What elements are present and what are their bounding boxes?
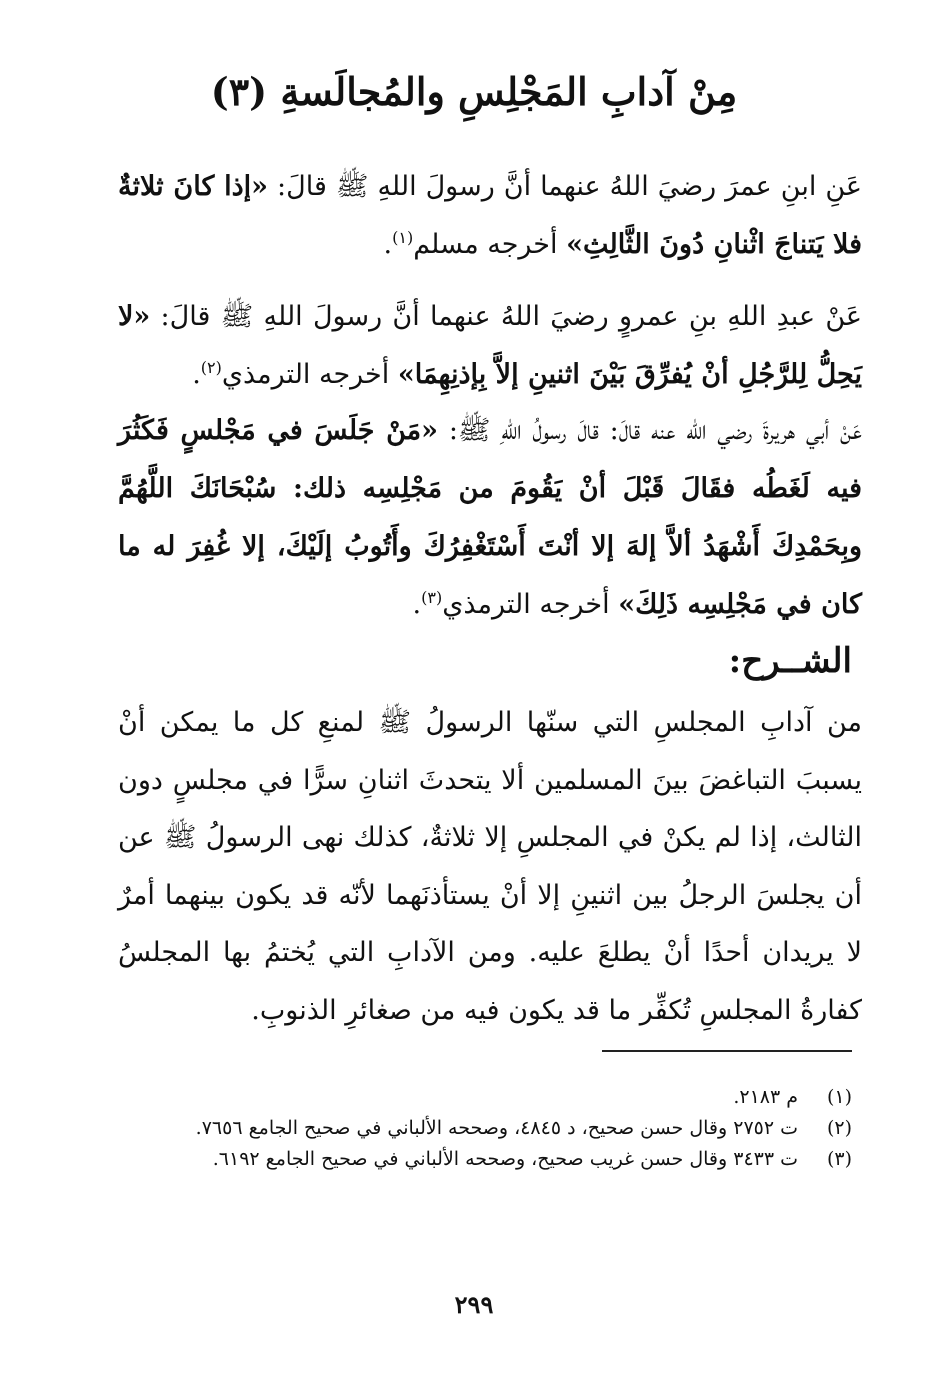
footnote-item [132,1113,852,1144]
footnote-divider [602,1050,852,1052]
footnote-number: (٢) [826,1117,852,1139]
hadith-3-reference: أخرجه الترمذي [442,589,619,620]
hadith-3-intro: عَنْ أبي هريرةَ رضي الله عنه قالَ: قالَ رسولُ اللهِ ﷺ: [438,415,862,446]
hadith-2-end: . [192,359,201,390]
hadith-1-intro: عَنِ ابنِ عمرَ رضيَ اللهُ عنهما أنَّ رسولَ اللهِ ﷺ قالَ: [268,171,862,202]
footnote-item [132,1082,852,1113]
explanation-paragraph: من آدابِ المجلسِ التي سنّها الرسولُ ﷺ لمنعِ كل ما يمكن أنْ يسببَ التباغضَ بينَ المسلمين ألا يتحدثَ اثنانِ سرًّا في مجلسٍ دون الثالث، إذا لم يكنْ في المجلسِ إلا ثلاثةٌ، كذلك نهى الرسولُ ﷺ عن أن يجلسَ الرجلُ بين اثنينِ إلا أنْ يستأذنَهما لأنّه قد يكون بينهما أمرٌ لا يريدان أحدًا أنْ يطلعَ عليه. ومن الآدابِ التي يُختمُ بها المجلسُ كفارةُ المجلسِ تُكفِّر ما قد يكون فيه من صغائرِ الذنوبِ. [118,707,862,1026]
hadith-2-footnote-marker: (٢) [200,358,222,377]
footnote-text: ت ٣٤٣٣ وقال حسن غريب صحيح، وصححه الألباني في صحيح الجامع ٦١٩٢. [212,1148,798,1170]
hadith-paragraph-3 [118,402,862,634]
hadith-1-reference: أخرجه مسلم [413,229,567,260]
hadith-2-intro: عَنْ عبدِ اللهِ بنِ عمروٍ رضيَ اللهُ عنهما أنَّ رسولَ اللهِ ﷺ قالَ: [150,301,862,332]
hadith-3-end: . [412,589,422,620]
hadith-1-end: . [383,229,393,260]
hadith-1-quote: «إذا كانَ ثلاثةٌ فلا يَتناجَ اثْنانِ دُونَ الثَّالِثِ» [118,171,862,260]
hadith-1-footnote-marker: (١) [392,228,414,247]
page-number: ٢٩٩ [454,1290,494,1319]
hadith-3-footnote-marker: (٣) [421,588,443,607]
footnote-number: (٣) [826,1148,852,1170]
hadith-3-quote: «مَنْ جَلَسَ في مَجْلسٍ فَكَثُرَ فيه لَغَطُه فقَالَ قَبْلَ أنْ يَقُومَ من مَجْلِسِه ذلك: سُبْحَانَكَ اللَّهُمَّ وبِحَمْدِكَ أَشْهَدُ ألاَّ إلهَ إلا أنْتَ أَسْتَغْفِرُكَ وأَتُوبُ إلَيْكَ، إلا غُفِرَ له ما كان في مَجْلِسِه ذَلِكَ» [118,415,862,620]
footnote-item [132,1144,852,1175]
hadith-paragraph-1 [118,158,862,274]
footnotes-list [132,1082,852,1175]
hadith-paragraph-2 [118,288,862,404]
page-title: مِنْ آدابِ المَجْلِسِ والمُجالَسةِ (٣) [210,69,738,114]
hadith-2-quote: «لا يَحِلُّ لِلرَّجُلِ أنْ يُفرِّقَ بَيْنَ اثنينِ إلاَّ بِإذنِهِمَا» [118,301,862,390]
hadith-2-reference: أخرجه الترمذي [221,359,398,390]
explanation-heading: الشــرح: [728,641,852,681]
footnote-text: م ٢١٨٣. [733,1086,798,1108]
footnote-number: (١) [826,1086,852,1108]
footnote-text: ت ٢٧٥٢ وقال حسن صحيح، د ٤٨٤٥، وصححه الألباني في صحيح الجامع ٧٦٥٦. [195,1117,798,1139]
